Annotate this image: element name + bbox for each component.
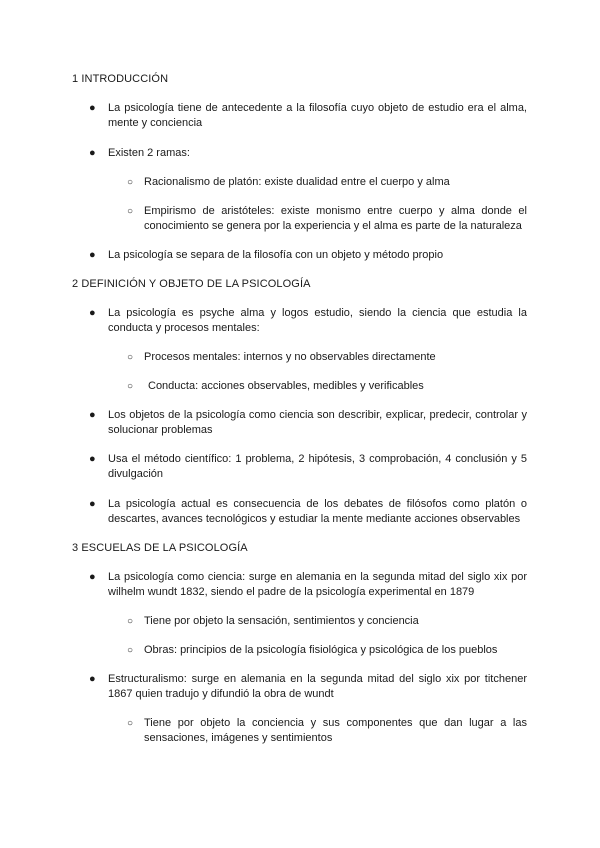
sub-list-item: [127, 204, 527, 234]
bullet-dot-icon: ●: [89, 571, 96, 583]
bullet-circle-icon: ○: [127, 177, 134, 188]
bullet-dot-icon: ●: [89, 307, 96, 319]
bullet-dot-icon: ●: [89, 498, 96, 510]
bullet-circle-icon: ○: [127, 616, 134, 627]
bullet-dot-icon: ●: [89, 249, 96, 261]
bullet-circle-icon: ○: [127, 718, 134, 729]
bullet-dot-icon: ●: [89, 453, 96, 465]
list-item-text: La psicología como ciencia: surge en alemania en la segunda mitad del siglo xix por wilhelm wundt 1832, siendo el padre de la psicología experimental en 1879: [108, 571, 527, 598]
list-item-text: Empirismo de aristóteles: existe monismo entre cuerpo y alma donde el conocimiento se genera por la experiencia y el alma es parte de la naturaleza: [144, 205, 527, 232]
sub-list-item: [127, 716, 527, 746]
section-heading-definicion: 2 DEFINICIÓN Y OBJETO DE LA PSICOLOGÍA: [72, 278, 311, 290]
list-item-text: Obras: principios de la psicología fisiológica y psicológica de los pueblos: [144, 644, 498, 656]
bullet-circle-icon: ○: [127, 381, 134, 392]
list-item-text: Conducta: acciones observables, medibles y verificables: [148, 380, 424, 392]
list-item-text: Estructuralismo: surge en alemania en la segunda mitad del siglo xix por titchener 1867 quien tradujo y difundió la obra de wundt: [108, 673, 527, 700]
section-heading-escuelas: 3 ESCUELAS DE LA PSICOLOGÍA: [72, 542, 248, 554]
list-item: [89, 306, 527, 336]
sub-list-item: [127, 350, 527, 365]
list-item-text: Tiene por objeto la sensación, sentimientos y conciencia: [144, 615, 419, 627]
list-item: [89, 497, 527, 527]
bullet-circle-icon: ○: [127, 645, 134, 656]
bullet-dot-icon: ●: [89, 673, 96, 685]
sub-list-item: [127, 614, 527, 629]
list-item: [89, 570, 527, 600]
section-heading-introduccion: 1 INTRODUCCIÓN: [72, 73, 169, 85]
bullet-circle-icon: ○: [127, 206, 134, 217]
sub-list-item: [127, 175, 527, 190]
list-item-text: Procesos mentales: internos y no observables directamente: [144, 351, 436, 363]
bullet-dot-icon: ●: [89, 102, 96, 114]
bullet-dot-icon: ●: [89, 409, 96, 421]
sub-list-item: [127, 379, 527, 394]
list-item: [89, 101, 527, 131]
list-item-text: Tiene por objeto la conciencia y sus componentes que dan lugar a las sensaciones, imágenes y sentimientos: [144, 717, 527, 744]
bullet-dot-icon: ●: [89, 147, 96, 159]
list-item: [89, 672, 527, 702]
list-item: [89, 408, 527, 438]
list-item: [89, 248, 527, 263]
sub-list-item: [127, 643, 527, 658]
list-item: [89, 452, 527, 482]
bullet-circle-icon: ○: [127, 352, 134, 363]
list-item-text: Racionalismo de platón: existe dualidad entre el cuerpo y alma: [144, 176, 450, 188]
list-item: [89, 146, 527, 161]
list-item-text: Usa el método científico: 1 problema, 2 hipótesis, 3 comprobación, 4 conclusión y 5 divulgación: [108, 453, 527, 480]
list-item-text: La psicología es psyche alma y logos estudio, siendo la ciencia que estudia la conducta y procesos mentales:: [108, 307, 527, 334]
list-item-text: La psicología se separa de la filosofía con un objeto y método propio: [108, 249, 444, 261]
list-item-text: La psicología tiene de antecedente a la filosofía cuyo objeto de estudio era el alma, mente y conciencia: [108, 102, 527, 129]
list-item-text: Existen 2 ramas:: [108, 147, 190, 159]
list-item-text: Los objetos de la psicología como ciencia son describir, explicar, predecir, controlar y solucionar problemas: [108, 409, 527, 436]
list-item-text: La psicología actual es consecuencia de los debates de filósofos como platón o descartes, avances tecnológicos y estudiar la mente mediante acciones observables: [108, 498, 527, 525]
